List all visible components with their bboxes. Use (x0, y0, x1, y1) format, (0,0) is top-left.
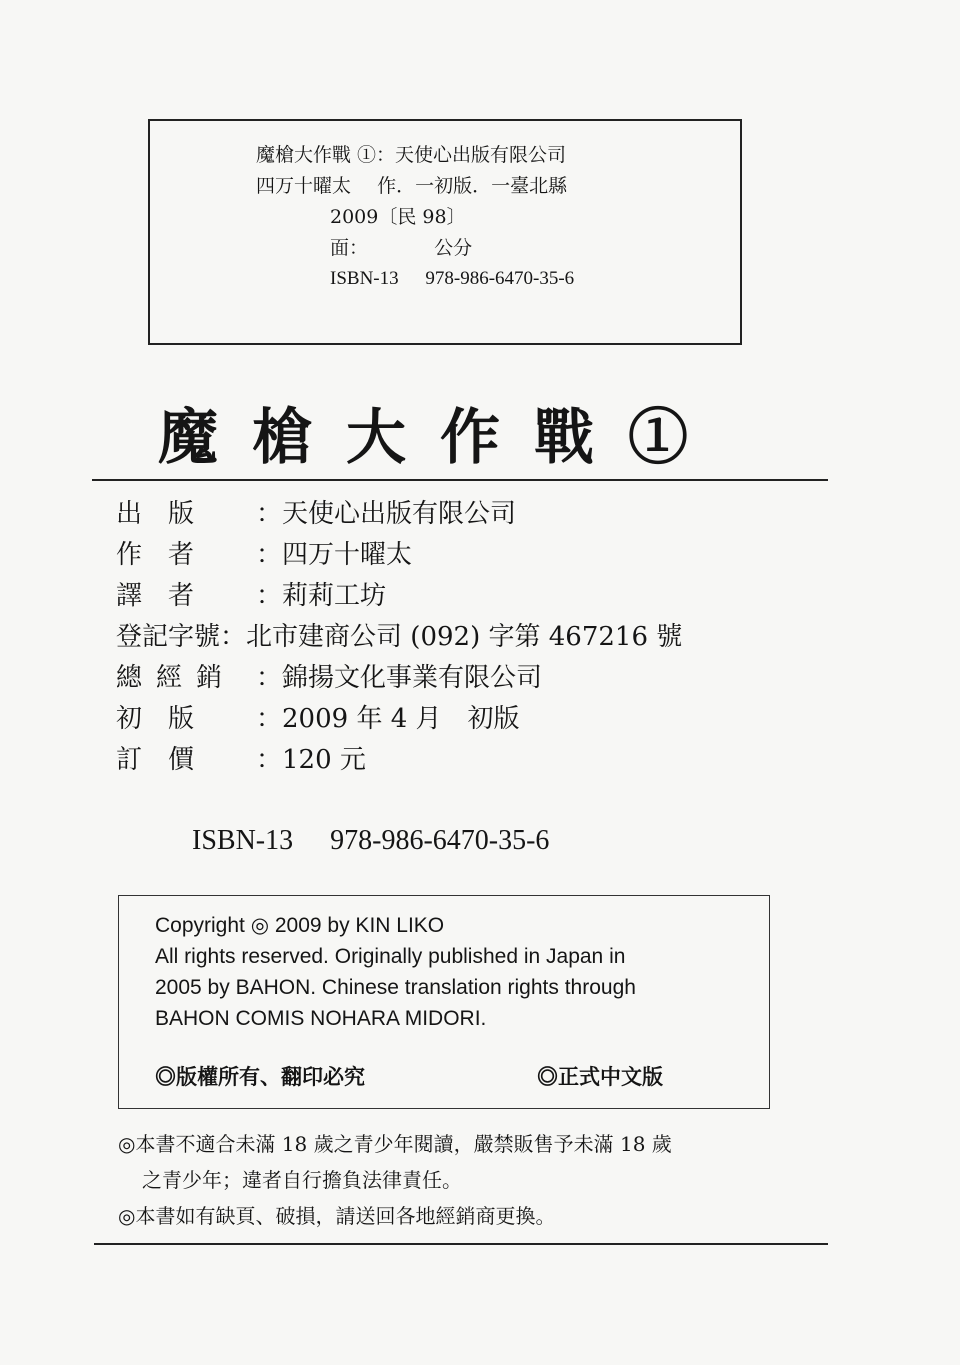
info-value: 四万十曜太 (282, 540, 413, 570)
cip-isbn-label: ISBN-13 (330, 268, 399, 289)
cip-line-5 (330, 267, 574, 291)
rights-reserved-badge: ◎版權所有、翻印必究 (155, 1066, 365, 1089)
info-row-author: 作 者 ：四万十曜太 (116, 540, 413, 570)
copyright-line-3: 2005 by BAHON. Chinese translation rights through (155, 976, 636, 999)
notice-defect-exchange: ◎本書如有缺頁、破損，請送回各地經銷商更換。 (118, 1204, 556, 1228)
info-row-publisher: 出 版 ：天使心出版有限公司 (116, 499, 517, 529)
info-row-registration: 登記字號：北市建商公司 (092) 字第 467216 號 (116, 622, 683, 652)
cip-line-3: 2009〔民 98〕 (330, 206, 466, 228)
info-value: 北市建商公司 (092) 字第 467216 號 (246, 622, 683, 652)
info-row-price: 訂 價 ：120 元 (116, 745, 366, 775)
copyright-line-2: All rights reserved. Originally published in Japan in (155, 945, 626, 968)
info-value: 天使心出版有限公司 (282, 499, 517, 529)
isbn-value: 978-986-6470-35-6 (330, 825, 550, 856)
info-row-distributor: 總經銷 ：錦揚文化事業有限公司 (116, 663, 543, 693)
info-value: 120 元 (282, 745, 366, 775)
copyright-line-1: Copyright ◎ 2009 by KIN LIKO (155, 914, 445, 937)
notice-age-restriction: ◎本書不適合未滿 18 歲之青少年閱讀，嚴禁販售予未滿 18 歲 (118, 1132, 672, 1156)
info-label: 總經銷 (116, 663, 237, 693)
info-row-translator: 譯 者 ：莉莉工坊 (116, 581, 387, 611)
bottom-rule (94, 1243, 828, 1245)
cip-edition: 作．一初版．一臺北縣 (377, 175, 568, 197)
info-label: 出 版 (116, 499, 195, 529)
copyright-line-4: BAHON COMIS NOHARA MIDORI. (155, 1007, 487, 1030)
cip-pages-label: 面： (330, 237, 369, 259)
book-title: 魔槍大作戰① (158, 403, 722, 473)
cip-line-2 (256, 174, 567, 198)
info-label: 訂 價 (116, 745, 195, 775)
cip-author: 四万十曜太 (256, 175, 352, 197)
info-row-first-edition: 初 版 ：2009 年 4 月 初版 (116, 704, 520, 734)
official-edition-badge: ◎正式中文版 (537, 1066, 663, 1089)
info-value: 錦揚文化事業有限公司 (282, 663, 543, 693)
info-value: 莉莉工坊 (282, 581, 387, 611)
cip-size-label: 公分 (434, 237, 473, 259)
info-label: 譯 者 (116, 581, 195, 611)
isbn-label: ISBN-13 (192, 825, 294, 856)
cip-line-1: 魔槍大作戰 ①：天使心出版有限公司 (256, 144, 567, 166)
info-label: 登記字號 (116, 622, 221, 652)
cip-box (148, 119, 742, 345)
info-value: 2009 年 4 月 初版 (282, 704, 520, 734)
copyright-box (118, 895, 770, 1109)
cip-isbn-value: 978-986-6470-35-6 (425, 268, 575, 289)
cip-line-4 (330, 236, 472, 260)
info-label: 作 者 (116, 540, 195, 570)
title-rule (92, 479, 828, 481)
info-label: 初 版 (116, 704, 195, 734)
isbn-line (192, 822, 549, 860)
notice-age-restriction-cont: 之青少年；違者自行擔負法律責任。 (142, 1168, 462, 1192)
